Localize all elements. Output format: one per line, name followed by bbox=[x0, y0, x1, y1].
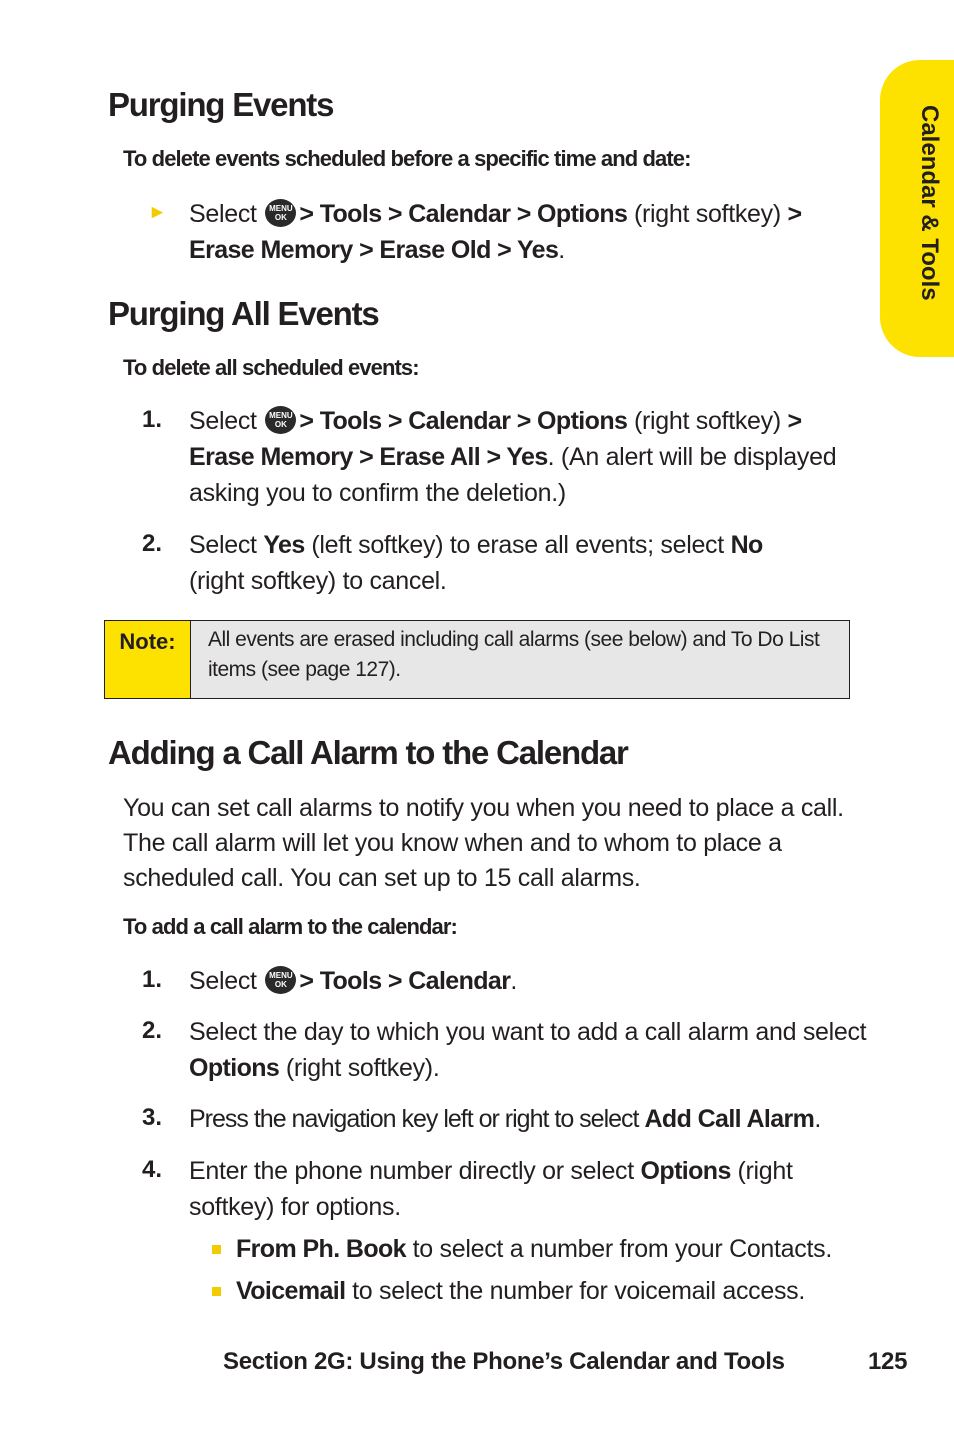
step-number: 3. bbox=[142, 1104, 163, 1131]
footer-section-title: Section 2G: Using the Phone’s Calendar and Tools bbox=[223, 1348, 785, 1375]
step-text: Select the day to which you want to add a call alarm and select bbox=[189, 1018, 867, 1046]
intro-call-alarm: To add a call alarm to the calendar: bbox=[123, 914, 457, 939]
step-number: 1. bbox=[142, 966, 163, 993]
step-call-alarm-1 bbox=[189, 963, 869, 999]
step-end: . bbox=[558, 236, 565, 264]
step-text: Select bbox=[189, 967, 257, 995]
menu-item-add-call-alarm: Add Call Alarm bbox=[644, 1105, 815, 1133]
footer-page-number: 125 bbox=[868, 1348, 908, 1375]
key-bottom-label: OK bbox=[274, 980, 287, 989]
option-from-ph-book: From Ph. Book bbox=[236, 1235, 406, 1263]
menu-ok-key-icon bbox=[265, 199, 296, 227]
step-call-alarm-3 bbox=[189, 1101, 879, 1137]
list-item bbox=[236, 1273, 876, 1309]
step-text: (right softkey). bbox=[285, 1054, 440, 1082]
heading-purging-events: Purging Events bbox=[108, 86, 334, 123]
menu-separator: > bbox=[787, 200, 802, 228]
step-text: (right softkey) for options. bbox=[189, 1157, 793, 1221]
step-end: . bbox=[510, 967, 518, 995]
key-bottom-label: OK bbox=[274, 420, 287, 429]
step-purging-all-2 bbox=[189, 527, 869, 599]
key-bottom-label: OK bbox=[274, 213, 287, 222]
step-text: Enter the phone number directly or select bbox=[189, 1157, 634, 1185]
call-alarm-body: You can set call alarms to notify you when you need to place a call. The call alarm will let you know when and to whom to place a scheduled call. You can set up to 15 call alarms. bbox=[123, 794, 844, 892]
step-text: . (An alert will be displayed asking you to confirm the deletion.) bbox=[189, 443, 837, 507]
step-number: 1. bbox=[142, 406, 163, 433]
key-top-label: MENU bbox=[269, 971, 293, 980]
menu-path: > Tools > Calendar > Options bbox=[299, 407, 628, 435]
key-top-label: MENU bbox=[269, 411, 293, 420]
key-top-label: MENU bbox=[269, 204, 293, 213]
step-purging-all-1 bbox=[189, 403, 869, 511]
step-text: Select bbox=[189, 200, 257, 228]
menu-ok-key-icon bbox=[265, 406, 296, 434]
softkey-options: Options bbox=[640, 1157, 731, 1185]
section-tab-label: Calendar & Tools bbox=[916, 105, 943, 301]
softkey-no: No bbox=[730, 531, 763, 559]
step-text: (right softkey) to cancel. bbox=[189, 567, 447, 595]
softkey-yes: Yes bbox=[263, 531, 305, 559]
softkey-options: Options bbox=[189, 1054, 280, 1082]
square-bullet-icon bbox=[212, 1245, 221, 1254]
heading-call-alarm: Adding a Call Alarm to the Calendar bbox=[108, 734, 628, 771]
step-text: Press the navigation key left or right to select bbox=[189, 1105, 639, 1133]
step-number: 2. bbox=[142, 1017, 163, 1044]
menu-path: > Tools > Calendar bbox=[299, 967, 511, 995]
list-item-text: to select a number from your Contacts. bbox=[412, 1235, 832, 1263]
note-text: All events are erased including call alarms (see below) and To Do List items (see page 127). bbox=[208, 628, 820, 681]
step-end: . bbox=[814, 1105, 821, 1133]
softkey-text: (right softkey) bbox=[633, 407, 781, 435]
menu-path: > Tools > Calendar > Options bbox=[299, 200, 628, 228]
step-purging-events bbox=[189, 196, 869, 268]
square-bullet-icon bbox=[212, 1287, 221, 1296]
step-number: 2. bbox=[142, 530, 163, 557]
note-label: Note: bbox=[105, 621, 191, 698]
menu-path: Erase Memory > Erase All > Yes bbox=[189, 443, 548, 471]
menu-path: Erase Memory > Erase Old > Yes bbox=[189, 236, 559, 264]
step-number: 4. bbox=[142, 1156, 163, 1183]
step-text: (left softkey) to erase all events; select bbox=[311, 531, 724, 559]
step-call-alarm-4 bbox=[189, 1153, 869, 1225]
step-call-alarm-2 bbox=[189, 1014, 869, 1086]
option-voicemail: Voicemail bbox=[236, 1277, 346, 1305]
note-box bbox=[104, 620, 850, 699]
intro-purging-all: To delete all scheduled events: bbox=[123, 355, 419, 380]
softkey-text: (right softkey) bbox=[633, 200, 781, 228]
menu-separator: > bbox=[787, 407, 802, 435]
intro-purging-events: To delete events scheduled before a specific time and date: bbox=[123, 146, 691, 171]
list-item-text: to select the number for voicemail access. bbox=[352, 1277, 806, 1305]
menu-ok-key-icon bbox=[265, 966, 296, 994]
heading-purging-all-events: Purging All Events bbox=[108, 295, 379, 332]
list-item bbox=[236, 1231, 876, 1267]
step-text: Select bbox=[189, 407, 257, 435]
arrow-bullet-icon: ► bbox=[148, 202, 167, 223]
step-text: Select bbox=[189, 531, 257, 559]
